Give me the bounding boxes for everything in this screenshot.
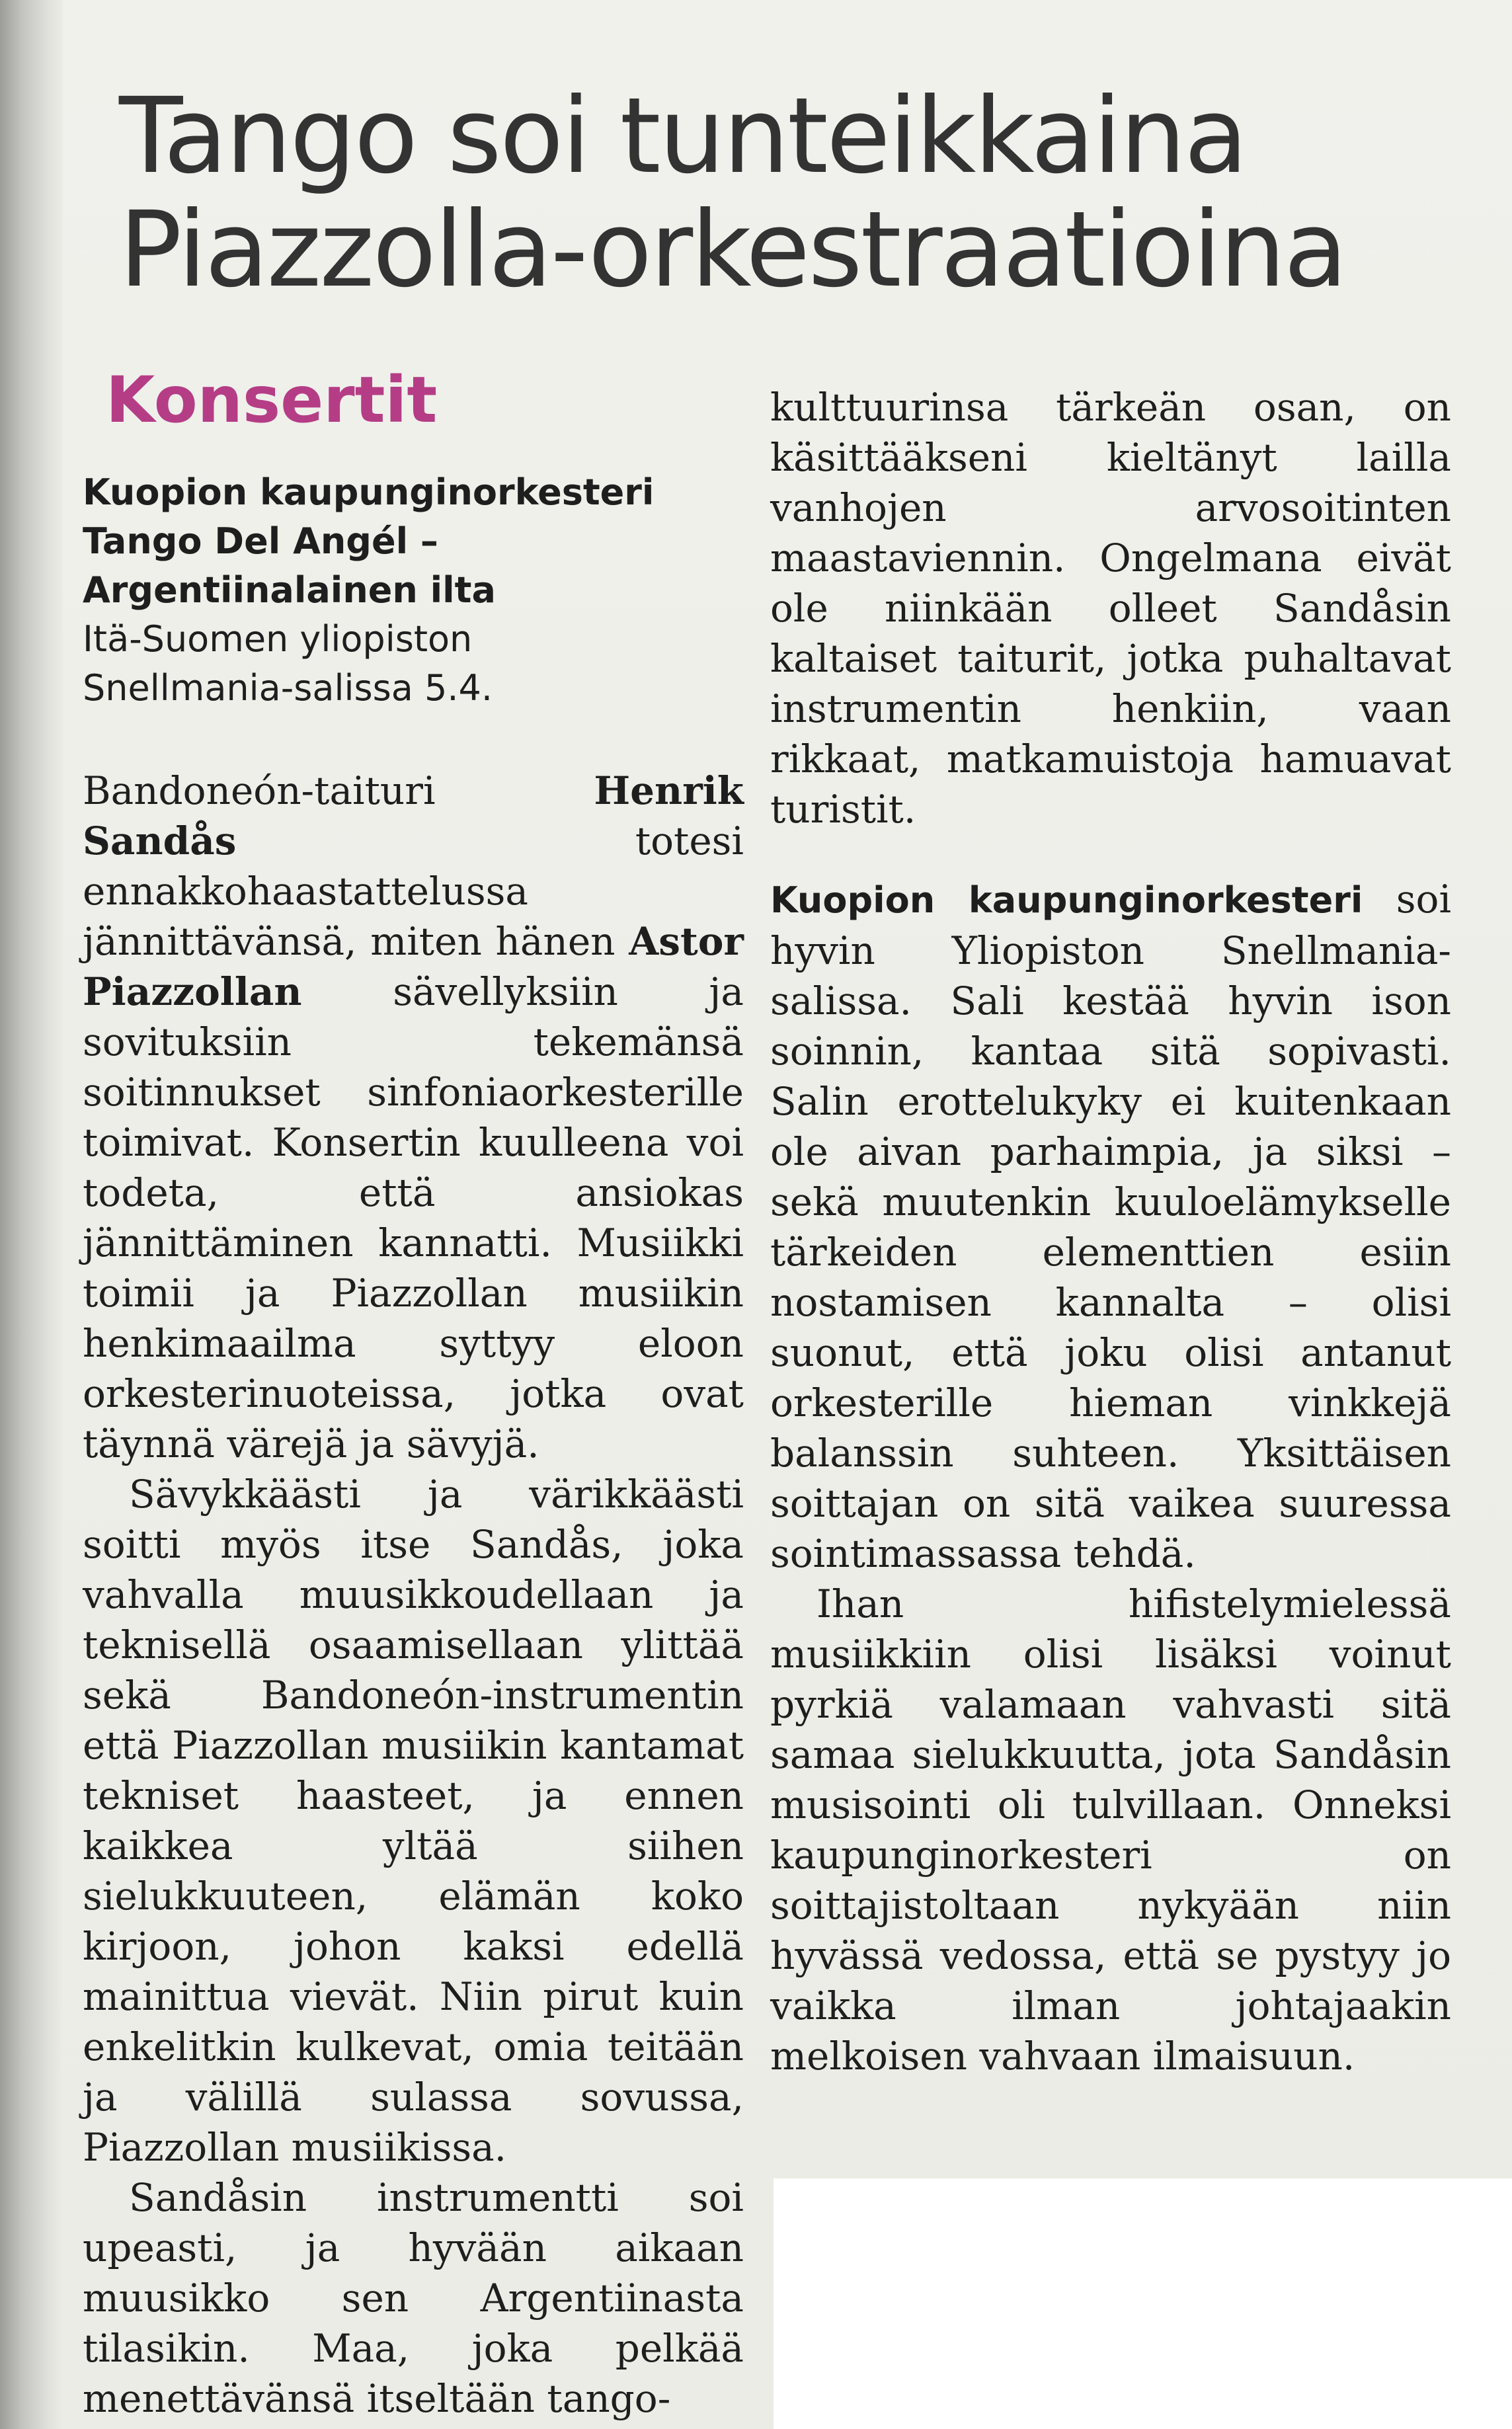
- paragraph-3-start: Sandåsin instrumentti soi upeasti, ja hyvään aikaan muusikko sen Argentiinasta tilasikin. Maa, joka pelkää menettävänsä itseltään tango-: [83, 2175, 744, 2421]
- article-column-left: [83, 468, 744, 2424]
- paragraph-4-text: soi hyvin Yliopiston Snellmania-salissa. Sali kestää hyvin ison soinnin, kantaa sitä sopivasti. Salin erottelukyky ei kuitenkaan ole aivan parhaimpia, ja siksi – sekä muutenkin kuuloelämykselle tärkeiden elementtien esiin nostamisen kannalta – olisi suonut, että joku olisi antanut orkesterille hieman vinkkejä balanssin suhteen. Yksittäisen soittajan on sitä vaikea suuressa sointimassassa tehdä.: [770, 877, 1451, 1576]
- name-astor-piazzolla: Astor Piazzollan: [83, 919, 744, 1014]
- blank-area: [774, 2178, 1512, 2429]
- info-hall-date: Snellmania-salissa 5.4.: [83, 667, 493, 709]
- headline-line-2: Piazzolla-orkestraatioina: [119, 189, 1346, 311]
- info-venue: Itä-Suomen yliopiston: [83, 618, 473, 660]
- page-fold-shadow: [0, 0, 63, 2429]
- paragraph-4-lead: Kuopion kaupunginorkesteri: [770, 879, 1363, 921]
- paragraph-2: Sävykkäästi ja värikkäästi soitti myös itse Sandås, joka vahvalla muusikkoudellaan ja teknisellä osaamisellaan ylittää sekä Bandoneón-instrumentin että Piazzollan musiikin kantamat tekniset haasteet, ja ennen kaikkea yltää siihen sielukkuuteen, elämän koko kirjoon, johon kaksi edellä mainittua vievät. Niin pirut kuin enkelitkin kulkevat, omia teitään ja välillä sulassa sovussa, Piazzollan musiikissa.: [83, 1472, 744, 2170]
- paragraph-5: Ihan hifistelymielessä musiikkiin olisi lisäksi voinut pyrkiä valamaan vahvasti sitä samaa sielukkuutta, jota Sandåsin musisointi oli tulvillaan. Onneksi kaupunginorkesteri on soittajistoltaan nykyään niin hyvässä vedossa, että se pystyy jo vaikka ilman johtajaakin melkoisen vahvaan ilmaisuun.: [770, 1581, 1451, 2079]
- paragraph-3-continued: kulttuurinsa tärkeän osan, on käsittääkseni kieltänyt lailla vanhojen arvosoitinten maastaviennin. Ongelmana eivät ole niinkään olleet Sandåsin kaltaiset taiturit, jotka puhaltavat instrumentin henkiin, vaan rikkaat, matkamuistoja hamuavat turistit.: [770, 385, 1451, 832]
- article-column-right: [770, 382, 1451, 2081]
- p1-start: Bandoneón-taituri: [83, 768, 436, 813]
- paragraph-1: [83, 766, 744, 1469]
- headline-line-1: Tango soi tunteikkaina: [119, 75, 1246, 197]
- headline: [119, 75, 1441, 311]
- info-program-subtitle: Argentiinalainen ilta: [83, 569, 496, 611]
- paragraph-4: [770, 874, 1451, 1579]
- info-program-title: Tango Del Angél –: [83, 520, 438, 562]
- p1-mid: totesi ennakkohaastattelussa jännittävänsä, miten hänen: [83, 818, 744, 964]
- info-orchestra: Kuopion kaupunginorkesteri: [83, 471, 655, 513]
- p1-end: sävellyksiin ja sovituksiin tekemänsä soitinnukset sinfoniaorkesterille toimivat. Konsertin kuulleena voi todeta, että ansiokas jännittäminen kannatti. Musiikki toimii ja Piazzollan musiikin henkimaailma syttyy eloon orkesterinuoteissa, jotka ovat täynnä värejä ja sävyjä.: [83, 969, 744, 1466]
- concert-info: [83, 468, 744, 713]
- section-label: Konsertit: [106, 363, 438, 437]
- name-henrik-sandas: Henrik Sandås: [83, 768, 744, 863]
